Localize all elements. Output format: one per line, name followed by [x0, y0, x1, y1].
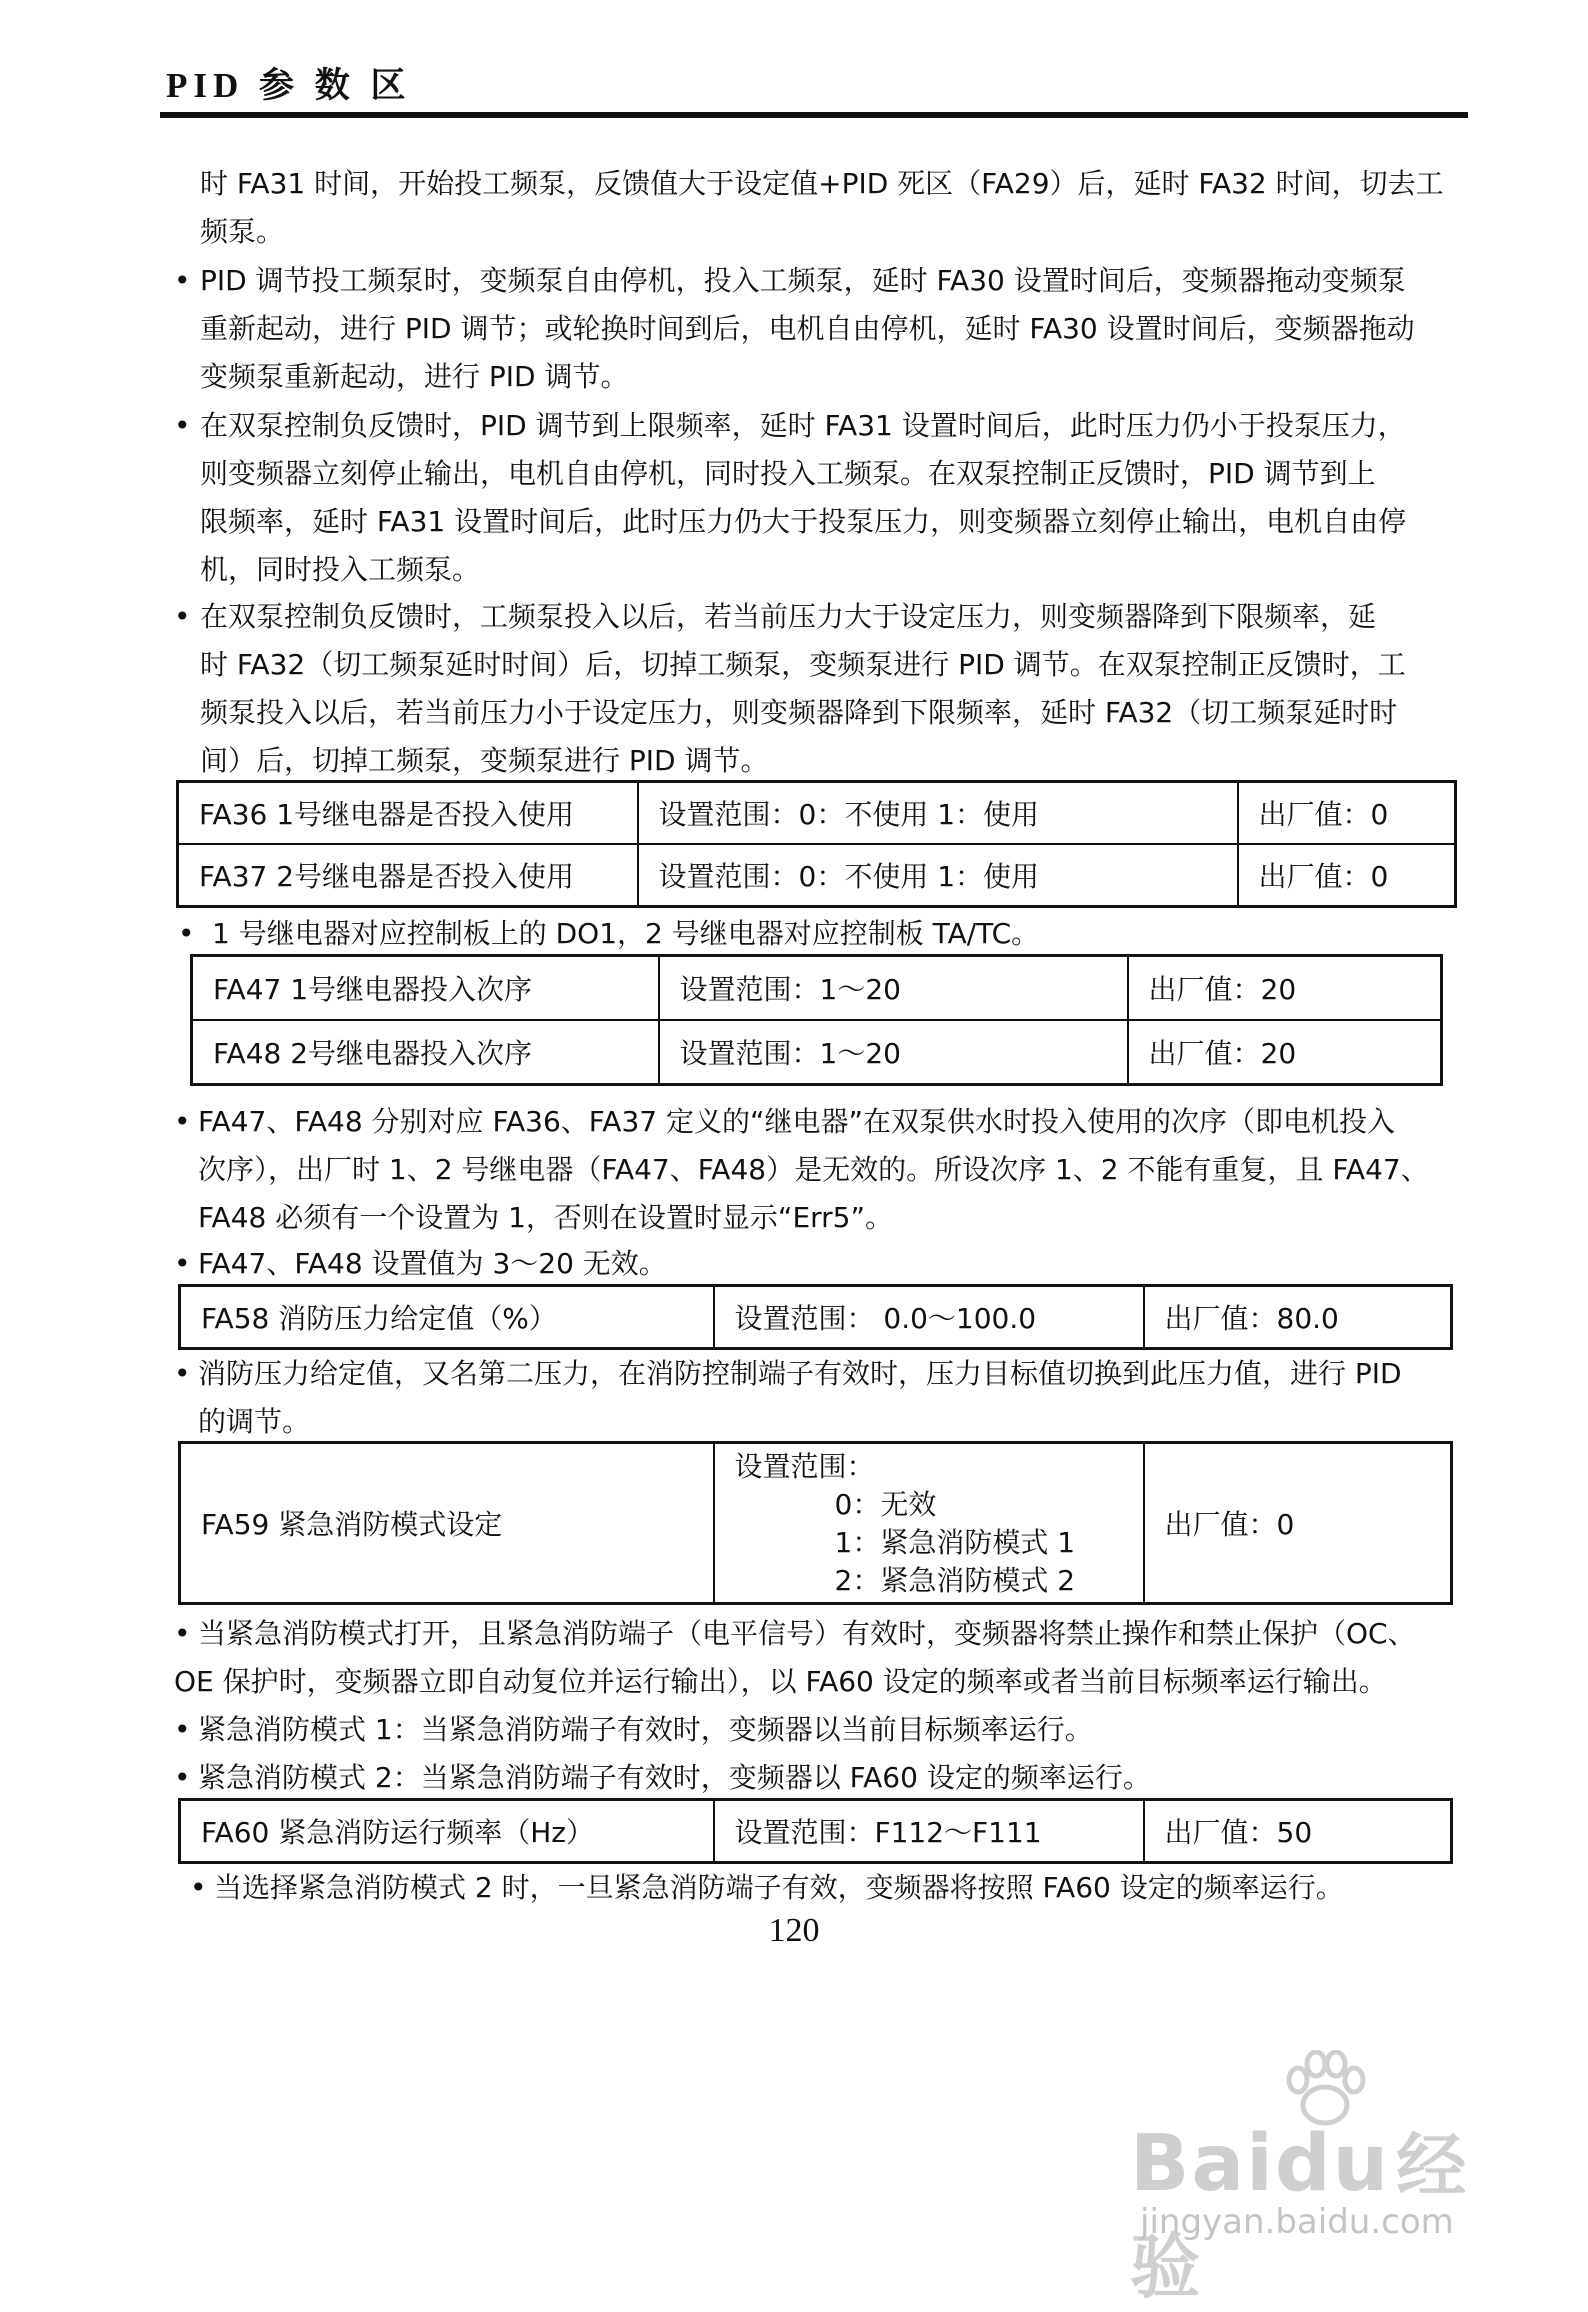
paragraph-line: 在双泵控制负反馈时，PID 调节到上限频率，延时 FA31 设置时间后，此时压力仍小于投泵压力， [200, 409, 1406, 442]
param-range: 设置范围：0：不使用 1：使用 [638, 782, 1238, 845]
param-name: FA59 紧急消防模式设定 [180, 1443, 714, 1604]
paragraph-line: 在双泵控制负反馈时，工频泵投入以后，若当前压力大于设定压力，则变频器降到下限频率，延 [200, 600, 1377, 633]
watermark [1130, 2050, 1530, 2308]
header-rule [160, 112, 1468, 118]
param-range: 设置范围： 0.0～100.0 [714, 1286, 1144, 1349]
param-name: FA36 1号继电器是否投入使用 [178, 782, 638, 845]
param-range [714, 1443, 1144, 1604]
range-options [735, 1446, 1143, 1600]
bullet-icon: • [174, 1713, 191, 1746]
paragraph-line: 频泵投入以后，若当前压力小于设定压力，则变频器降到下限频率，延时 FA32（切工频泵延时时 [200, 696, 1398, 729]
bullet-icon: • [190, 1871, 207, 1904]
paragraph-line: 时 FA32（切工频泵延时时间）后，切掉工频泵，变频泵进行 PID 调节。在双泵控制正反馈时，工 [200, 648, 1406, 681]
table-row [180, 1286, 1452, 1349]
paragraph-line: 变频泵重新起动，进行 PID 调节。 [200, 360, 629, 393]
page-number: 120 [768, 1912, 820, 1949]
param-table-fire-pressure [178, 1284, 1453, 1350]
param-default: 出厂值：0 [1238, 844, 1456, 907]
param-name: FA58 消防压力给定值（%） [180, 1286, 714, 1349]
table-row [192, 1020, 1442, 1085]
note-line: 1 号继电器对应控制板上的 DO1，2 号继电器对应控制板 TA/TC。 [212, 917, 1040, 950]
param-range: 设置范围：1～20 [659, 1020, 1128, 1085]
bullet-icon: • [174, 264, 191, 297]
range-option: 2：紧急消防模式 2 [834, 1564, 1076, 1597]
watermark-url: jingyan.baidu.com [1140, 2202, 1454, 2242]
bullet-icon: • [174, 1247, 191, 1280]
param-default: 出厂值：20 [1128, 1020, 1442, 1085]
param-table-fire-mode [178, 1441, 1453, 1605]
param-table-relay-order [190, 954, 1443, 1086]
paragraph-line: 间）后，切掉工频泵，变频泵进行 PID 调节。 [200, 744, 769, 777]
range-option: 1：紧急消防模式 1 [834, 1526, 1076, 1559]
table-row [180, 1800, 1452, 1863]
note-line: 消防压力给定值，又名第二压力，在消防控制端子有效时，压力目标值切换到此压力值，进行 PID [198, 1357, 1402, 1390]
param-name: FA47 1号继电器投入次序 [192, 956, 659, 1021]
param-table-fire-frequency [178, 1798, 1453, 1864]
param-name: FA48 2号继电器投入次序 [192, 1020, 659, 1085]
note-line: 当选择紧急消防模式 2 时，一旦紧急消防端子有效，变频器将按照 FA60 设定的频率运行。 [214, 1871, 1344, 1904]
table-row [192, 956, 1442, 1021]
paragraph-line: 时 FA31 时间，开始投工频泵，反馈值大于设定值+PID 死区（FA29）后，延时 FA32 时间，切去工 [200, 167, 1444, 200]
note-line: FA47、FA48 分别对应 FA36、FA37 定义的“继电器”在双泵供水时投入使用的次序（即电机投入 [198, 1105, 1395, 1138]
param-default: 出厂值：0 [1144, 1443, 1452, 1604]
note-line: 紧急消防模式 1：当紧急消防端子有效时，变频器以当前目标频率运行。 [198, 1713, 1093, 1746]
table-row [180, 1443, 1452, 1604]
param-name: FA37 2号继电器是否投入使用 [178, 844, 638, 907]
page-header-title: PID 参 数 区 [166, 66, 412, 105]
note-line: 当紧急消防模式打开，且紧急消防端子（电平信号）有效时，变频器将禁止操作和禁止保护（OC、 [198, 1617, 1416, 1650]
range-option: 0：无效 [834, 1488, 937, 1521]
paragraph-line: 则变频器立刻停止输出，电机自由停机，同时投入工频泵。在双泵控制正反馈时，PID 调节到上 [200, 457, 1376, 490]
note-line: 紧急消防模式 2：当紧急消防端子有效时，变频器以 FA60 设定的频率运行。 [198, 1761, 1151, 1794]
note-line: FA47、FA48 设置值为 3～20 无效。 [198, 1247, 667, 1280]
bullet-icon: • [174, 409, 191, 442]
param-default: 出厂值：80.0 [1144, 1286, 1452, 1349]
table-row [178, 844, 1456, 907]
paragraph-line: 频泵。 [200, 215, 285, 248]
param-default: 出厂值：20 [1128, 956, 1442, 1021]
bullet-icon: • [178, 917, 195, 950]
paragraph-line: 重新起动，进行 PID 调节；或轮换时间到后，电机自由停机，延时 FA30 设置时间后，变频器拖动 [200, 312, 1415, 345]
note-line: OE 保护时，变频器立即自动复位并运行输出），以 FA60 设定的频率或者当前目标频率运行输出。 [174, 1665, 1387, 1698]
bullet-icon: • [174, 1617, 191, 1650]
bullet-icon: • [174, 1357, 191, 1390]
param-range: 设置范围：0：不使用 1：使用 [638, 844, 1238, 907]
param-range: 设置范围：1～20 [659, 956, 1128, 1021]
range-title: 设置范围： [734, 1450, 875, 1483]
table-row [178, 782, 1456, 845]
bullet-icon: • [174, 1761, 191, 1794]
paragraph-line: 限频率，延时 FA31 设置时间后，此时压力仍大于投泵压力，则变频器立刻停止输出，电机自由停 [200, 505, 1407, 538]
note-line: 次序），出厂时 1、2 号继电器（FA47、FA48）是无效的。所设次序 1、2 不能有重复，且 FA47、 [198, 1153, 1429, 1186]
param-name: FA60 紧急消防运行频率（Hz） [180, 1800, 714, 1863]
bullet-icon: • [174, 1105, 191, 1138]
param-table-relay-enable [176, 780, 1457, 908]
param-range: 设置范围：F112～F111 [714, 1800, 1144, 1863]
param-default: 出厂值：50 [1144, 1800, 1452, 1863]
bullet-icon: • [174, 600, 191, 633]
note-line: FA48 必须有一个设置为 1，否则在设置时显示“Err5”。 [198, 1201, 893, 1234]
watermark-brand: Baidu经验 [1130, 2119, 1469, 2308]
note-line: 的调节。 [198, 1405, 311, 1438]
param-default: 出厂值：0 [1238, 782, 1456, 845]
paragraph-line: 机，同时投入工频泵。 [200, 553, 481, 586]
paragraph-line: PID 调节投工频泵时，变频泵自由停机，投入工频泵，延时 FA30 设置时间后，变频器拖动变频泵 [200, 264, 1406, 297]
